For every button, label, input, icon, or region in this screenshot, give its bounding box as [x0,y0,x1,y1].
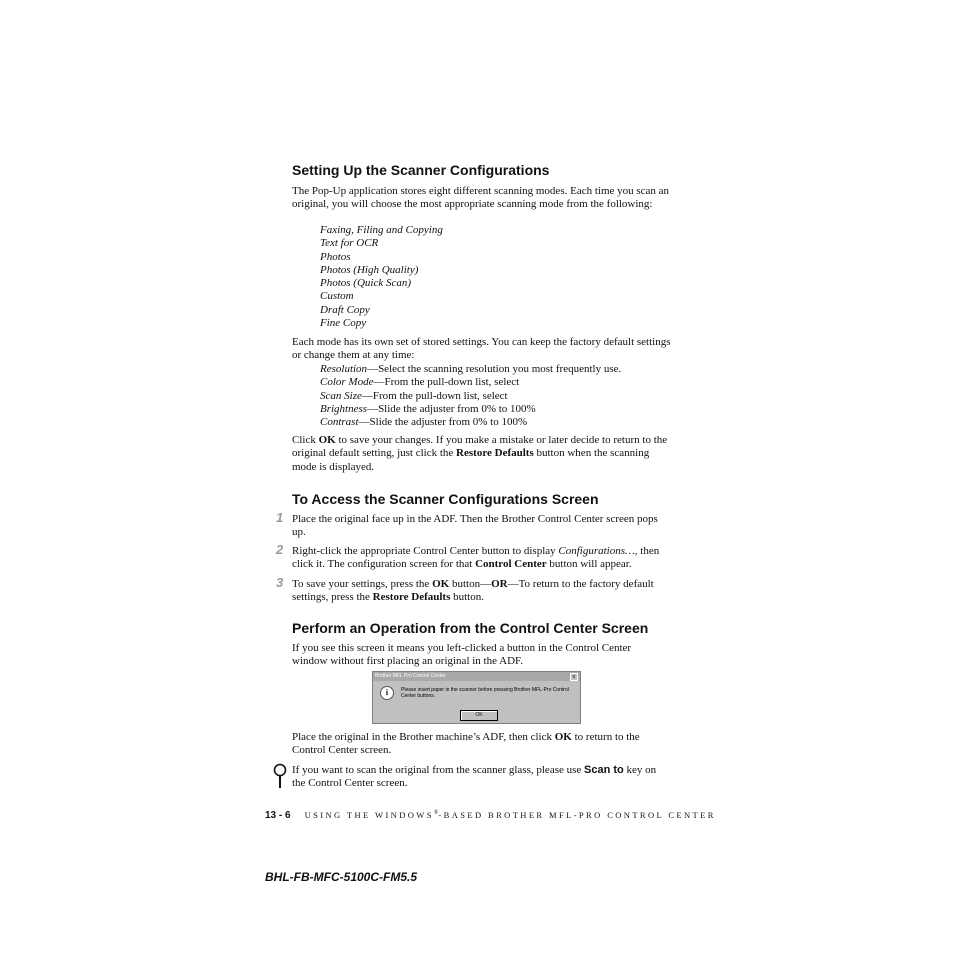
settings-list [320,363,621,429]
step-number: 3 [276,575,284,590]
list-item: Photos (High Quality) [320,263,419,276]
click-ok-paragraph: Click OK to save your changes. If you make a mistake or later decide to return to the original default setting, just click the Restore Defaults button when the scanning mode is displayed. [292,434,668,473]
page-footer [265,810,716,821]
document-id: BHL-FB-MFC-5100C-FM5.5 [265,870,418,884]
list-item: Fine Copy [320,317,367,330]
control-center-dialog [372,671,581,724]
section-heading-perform-operation: Perform an Operation from the Control Center Screen [292,620,649,636]
list-item: Faxing, Filing and Copying [320,224,443,236]
step-text: Place the original face up in the ADF. Then the Brother Control Center screen pops up. [292,513,658,539]
after-dialog-paragraph: Place the original in the Brother machine’s ADF, then click OK to return to the Control Center screen. [292,731,640,757]
dialog-title: Brother MFL Pro Control Center [375,673,446,679]
list-item: Custom [320,290,354,303]
step-number: 1 [276,510,284,525]
section-heading-access-configurations: To Access the Scanner Configurations Screen [292,491,599,507]
scanning-modes-list [320,224,443,330]
list-item: Brightness—Slide the adjuster from 0% to 100% [320,402,536,415]
list-item: Resolution—Select the scanning resolution you most frequently use. [320,363,622,375]
list-item: Color Mode—From the pull-down list, select [320,376,520,389]
note-paragraph: If you want to scan the original from the scanner glass, please use Scan to key on the Control Center screen. [292,764,657,790]
lightbulb-icon [273,763,287,794]
step-text: Right-click the appropriate Control Center button to display Configurations…, then click it. The configuration screen for that Control Center button will appear. [292,545,660,571]
intro-paragraph: The Pop-Up application stores eight different scanning modes. Each time you scan an original, you will choose the most appropriate scanning mode from the following: [292,185,670,211]
list-item: Text for OCR [320,237,379,250]
section-heading-scanner-configurations: Setting Up the Scanner Configurations [292,162,550,178]
section3-intro-paragraph: If you see this screen it means you left-clicked a button in the Control Center window without first placing an original in the ADF. [292,642,632,668]
close-icon[interactable]: x [570,673,578,681]
step-text: To save your settings, press the OK button—OR—To return to the factory default settings, press the Restore Defaults button. [292,578,654,604]
list-item: Photos [320,250,351,263]
list-item: Scan Size—From the pull-down list, select [320,389,508,402]
step-number: 2 [276,542,284,557]
dialog-message: Please insert paper in the scanner before pressing Brother MFL-Pro Control Center buttons. [401,687,569,699]
dialog-title-bar [373,672,580,681]
info-icon: i [380,686,394,700]
list-item: Contrast—Slide the adjuster from 0% to 100% [320,416,528,429]
footer-title: USING THE WINDOWS®-BASED BROTHER MFL-PRO CONTROL CENTER [304,810,716,820]
list-item: Draft Copy [320,303,370,316]
list-item: Photos (Quick Scan) [320,277,412,290]
settings-intro-paragraph: Each mode has its own set of stored settings. You can keep the factory default settings or change them at any time: [292,336,671,362]
page-number: 13 - 6 [265,810,291,821]
ok-button[interactable]: OK [460,710,498,721]
